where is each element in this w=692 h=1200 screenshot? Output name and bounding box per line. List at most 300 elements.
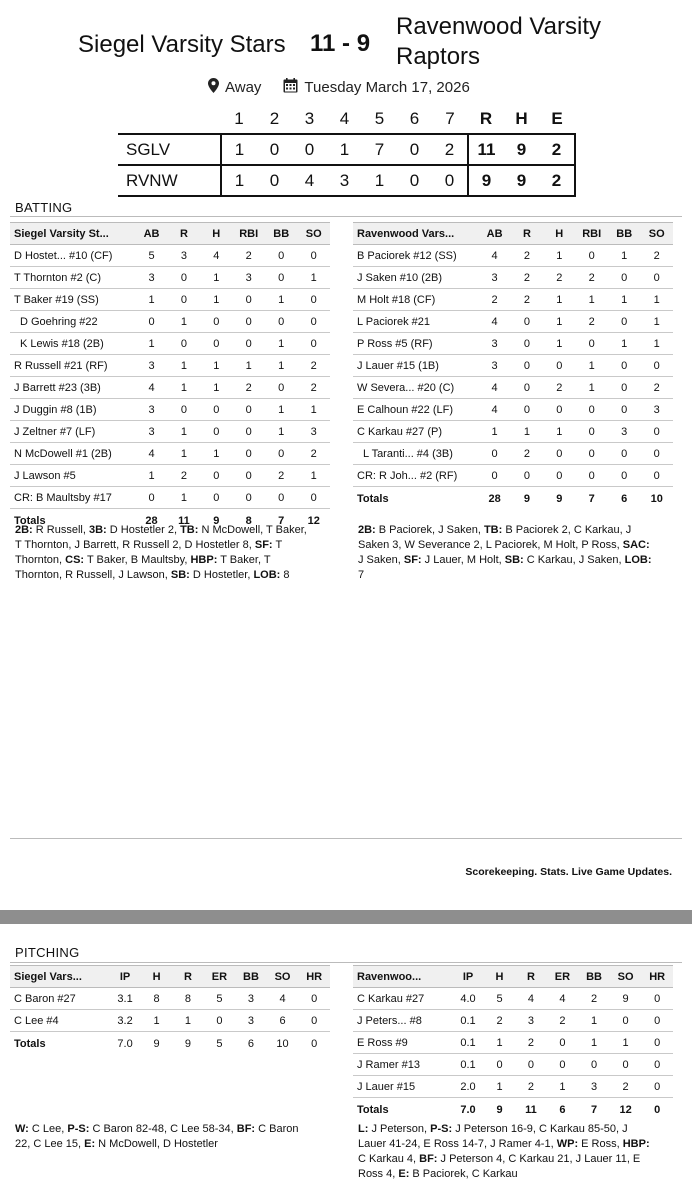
stat-cell: 0	[232, 311, 265, 333]
note-label: LOB:	[253, 569, 281, 581]
stat-cell: 2	[511, 289, 543, 311]
table-header-row	[353, 966, 673, 988]
note-label: TB:	[483, 524, 503, 536]
stat-cell: 0	[575, 245, 608, 267]
note-label: L:	[358, 1123, 369, 1135]
stat-cell: 1	[543, 289, 575, 311]
game-score: 11 - 9	[310, 30, 371, 57]
stat-cell: 1	[168, 443, 200, 465]
table-row	[10, 289, 330, 311]
table-row	[353, 311, 673, 333]
player-name: D Hostet... #10 (CF)	[10, 245, 135, 267]
note-label: CS:	[65, 554, 85, 566]
stat-cell: 1	[547, 1076, 579, 1098]
footer-tagline: Scorekeeping. Stats. Live Game Updates.	[465, 866, 672, 878]
linescore-team: RVNW	[118, 165, 221, 196]
stat-cell: 4	[200, 245, 232, 267]
note-text: D Hostetler 2,	[106, 524, 181, 536]
table-row	[10, 443, 330, 465]
table-row	[353, 267, 673, 289]
stat-cell: 2	[511, 245, 543, 267]
stat-cell: 0	[610, 1054, 642, 1076]
note-label: W:	[15, 1123, 29, 1135]
stat-cell: 0	[200, 487, 232, 509]
stat-cell: 2	[578, 988, 610, 1010]
stat-cell: 1	[297, 465, 330, 487]
location-label: Away	[225, 79, 262, 96]
player-name: J Ramer #13	[353, 1054, 452, 1076]
note-text: C Lee,	[28, 1123, 68, 1135]
game-meta	[208, 78, 470, 97]
stat-cell: 0	[515, 1054, 546, 1076]
note-text: B Paciorek, C Karkau	[409, 1168, 518, 1180]
totals-label: Totals	[357, 493, 389, 505]
stat-cell: 0	[232, 399, 265, 421]
totals-cell: 9	[496, 1104, 503, 1116]
stat-cell: 1	[265, 355, 297, 377]
totals-cell: 10	[650, 493, 663, 505]
stat-cell: 0	[232, 421, 265, 443]
player-name: T Baker #19 (SS)	[10, 289, 135, 311]
note-label: P-S:	[430, 1123, 453, 1135]
note-label: 2B:	[358, 524, 376, 536]
stat-cell: 0	[641, 1010, 673, 1032]
player-name: J Barrett #23 (3B)	[10, 377, 135, 399]
errors-label: E	[551, 108, 563, 128]
stat-cell: 0	[511, 311, 543, 333]
stat-cell: 1	[172, 1010, 203, 1032]
player-name: L Paciorek #21	[353, 311, 478, 333]
linescore-team: SGLV	[118, 134, 221, 165]
stat-cell: 9	[610, 988, 642, 1010]
stat-cell: 0	[641, 1032, 673, 1054]
note-label: BF:	[419, 1153, 438, 1165]
stat-cell: 1	[265, 289, 297, 311]
column-header: IP	[452, 966, 484, 988]
stat-cell: 4	[478, 377, 511, 399]
stat-cell: 2	[511, 267, 543, 289]
stat-cell: 0	[200, 399, 232, 421]
stat-cell: 0	[265, 245, 297, 267]
note-text: C Karkau, J Saken,	[523, 554, 625, 566]
stat-cell: 6	[267, 1010, 299, 1032]
stat-cell: 4.0	[452, 988, 484, 1010]
stat-cell: 3	[478, 333, 511, 355]
column-header: R	[168, 223, 200, 245]
table-row	[353, 1076, 673, 1098]
totals-cell: 7	[590, 1104, 598, 1116]
stat-cell: 0	[575, 333, 608, 355]
totals-label: Totals	[14, 1038, 46, 1050]
stat-cell: 1	[200, 289, 232, 311]
note-text: J Peterson 16-9, C Karkau 85-50, J Lauer 41-24, E Ross 14-7, J Ramer 4-1,	[358, 1123, 628, 1150]
note-label: LOB:	[624, 554, 652, 566]
stat-cell: 0.1	[452, 1032, 484, 1054]
player-name: N McDowell #1 (2B)	[10, 443, 135, 465]
stat-cell: 3	[235, 1010, 267, 1032]
stat-cell: 1	[200, 267, 232, 289]
stat-cell: 0	[135, 311, 167, 333]
stat-cell: 4	[478, 311, 511, 333]
column-header: SO	[297, 223, 330, 245]
note-text: D Hostetler,	[189, 569, 254, 581]
divider	[10, 962, 682, 963]
stat-cell: 1	[168, 377, 200, 399]
stat-cell: 1	[297, 399, 330, 421]
stat-cell: 1	[578, 1032, 610, 1054]
player-name: P Ross #5 (RF)	[353, 333, 478, 355]
stat-cell: 1	[575, 377, 608, 399]
totals-cell: 6	[621, 493, 628, 505]
column-header: HR	[641, 966, 673, 988]
totals-cell: 10	[276, 1038, 289, 1050]
home-team-name: Siegel Varsity Stars	[78, 31, 286, 58]
inning-label: 3	[304, 108, 315, 128]
linescore-header-row	[118, 104, 575, 134]
totals-cell: 6	[559, 1104, 566, 1116]
stat-cell: 4	[267, 988, 299, 1010]
totals-row	[353, 487, 673, 512]
stat-cell: 0	[200, 333, 232, 355]
stat-cell: 8	[172, 988, 203, 1010]
note-text: 7	[358, 569, 365, 581]
note-label: SF:	[403, 554, 422, 566]
stat-cell: 0	[297, 333, 330, 355]
column-header: RBI	[575, 223, 608, 245]
stat-cell: 0	[575, 465, 608, 487]
stat-cell: 3	[168, 245, 200, 267]
stat-cell: 0	[608, 443, 641, 465]
stat-cell: 4	[478, 245, 511, 267]
player-name: D Goehring #22	[10, 311, 135, 333]
stat-cell: 0	[297, 487, 330, 509]
stat-cell: 0	[232, 487, 265, 509]
stat-cell: 0	[204, 1010, 236, 1032]
note-text: R Russell,	[32, 524, 89, 536]
stat-cell: 5	[204, 988, 236, 1010]
column-header: ER	[204, 966, 236, 988]
column-header: IP	[109, 966, 141, 988]
player-name: B Paciorek #12 (SS)	[353, 245, 478, 267]
stat-cell: 1	[578, 1010, 610, 1032]
stat-cell: 0	[232, 289, 265, 311]
stat-cell: 1	[543, 245, 575, 267]
table-row	[353, 377, 673, 399]
divider	[10, 838, 682, 839]
stat-cell: 5	[135, 245, 167, 267]
stat-cell: 0	[543, 399, 575, 421]
column-header: H	[141, 966, 172, 988]
table-row	[10, 399, 330, 421]
stat-cell: 1	[640, 311, 673, 333]
batting-notes-home	[15, 523, 315, 583]
stat-cell: 2	[515, 1076, 546, 1098]
linescore-table	[118, 104, 576, 197]
totals-cell: 6	[247, 1038, 255, 1050]
player-name: J Lawson #5	[10, 465, 135, 487]
column-header: BB	[265, 223, 297, 245]
batting-table-home	[10, 222, 330, 533]
table-team-header: Siegel Vars...	[10, 966, 109, 988]
table-header-row	[10, 223, 330, 245]
pitching-section-title: PITCHING	[15, 945, 80, 960]
stat-cell: 0	[200, 311, 232, 333]
totals-cell: 28	[145, 515, 158, 527]
table-row	[10, 1010, 330, 1032]
totals-cell: 12	[619, 1104, 632, 1116]
linescore-row: RVNW 1 0 4 3 1 0 0 9 9 2	[118, 165, 575, 196]
stat-cell: 0	[543, 465, 575, 487]
column-header: SO	[640, 223, 673, 245]
note-label: SF:	[254, 539, 273, 551]
stat-cell: 1	[511, 421, 543, 443]
totals-cell: 9	[184, 1038, 191, 1050]
stat-cell: 0	[641, 1054, 673, 1076]
stat-cell: 0	[232, 443, 265, 465]
stat-cell: 0	[575, 443, 608, 465]
totals-cell: 7	[278, 515, 285, 527]
note-text: E Ross,	[578, 1138, 623, 1150]
stat-cell: 3.2	[109, 1010, 141, 1032]
stat-cell: 4	[478, 399, 511, 421]
note-label: 2B:	[15, 524, 33, 536]
table-row	[353, 245, 673, 267]
stat-cell: 4	[135, 377, 167, 399]
column-header: H	[484, 966, 515, 988]
totals-label: Totals	[14, 515, 46, 527]
stat-cell: 0	[265, 267, 297, 289]
totals-cell: 12	[307, 515, 320, 527]
table-row	[353, 421, 673, 443]
stat-cell: 0	[608, 267, 641, 289]
note-text: T Thornton,	[15, 539, 282, 566]
stat-cell: 1	[135, 289, 167, 311]
pitching-table-away	[353, 965, 673, 1122]
player-name: C Karkau #27 (P)	[353, 421, 478, 443]
column-header: BB	[235, 966, 267, 988]
table-team-header: Ravenwoo...	[353, 966, 452, 988]
note-text: T Baker, B Maultsby,	[84, 554, 191, 566]
player-name: C Karkau #27	[353, 988, 452, 1010]
stat-cell: 0	[511, 465, 543, 487]
player-name: C Baron #27	[10, 988, 109, 1010]
totals-cell: 11	[525, 1104, 537, 1116]
table-row	[353, 1054, 673, 1076]
stat-cell: 2	[543, 377, 575, 399]
totals-cell: 28	[488, 493, 501, 505]
table-row	[353, 1010, 673, 1032]
note-text: N McDowell, D Hostetler	[95, 1138, 218, 1150]
table-row	[353, 333, 673, 355]
stat-cell: 0	[640, 465, 673, 487]
stat-cell: 1	[168, 421, 200, 443]
stat-cell: 0.1	[452, 1054, 484, 1076]
stat-cell: 0	[511, 399, 543, 421]
note-label: WP:	[556, 1138, 579, 1150]
stat-cell: 2	[297, 377, 330, 399]
player-name: J Saken #10 (2B)	[353, 267, 478, 289]
stat-cell: 0	[200, 421, 232, 443]
column-header: SO	[267, 966, 299, 988]
stat-cell: 0	[297, 245, 330, 267]
inning-label: 6	[409, 108, 420, 128]
column-header: R	[172, 966, 203, 988]
totals-cell: 7.0	[117, 1038, 133, 1050]
away-team-name: Ravenwood Varsity Raptors	[396, 13, 601, 70]
note-label: E:	[398, 1168, 410, 1180]
stat-cell: 1	[232, 355, 265, 377]
note-label: BF:	[236, 1123, 256, 1135]
stat-cell: 5	[484, 988, 515, 1010]
batting-section-title: BATTING	[15, 200, 73, 215]
stat-cell: 0	[265, 311, 297, 333]
stat-cell: 1	[168, 311, 200, 333]
table-row	[10, 267, 330, 289]
divider	[10, 216, 682, 217]
stat-cell: 3.1	[109, 988, 141, 1010]
stat-cell: 0	[478, 443, 511, 465]
table-row	[353, 399, 673, 421]
stat-cell: 0	[547, 1054, 579, 1076]
stat-cell: 2	[640, 245, 673, 267]
totals-cell: 11	[178, 515, 190, 527]
note-text: B Paciorek, J Saken,	[375, 524, 484, 536]
stat-cell: 1	[200, 443, 232, 465]
note-label: SB:	[170, 569, 190, 581]
player-name: T Thornton #2 (C)	[10, 267, 135, 289]
note-label: TB:	[180, 524, 199, 536]
stat-cell: 2	[484, 1010, 515, 1032]
stat-cell: 3	[478, 355, 511, 377]
note-text: T Baker, T Thornton, R Russell, J Lawson,	[15, 554, 271, 581]
stat-cell: 2	[610, 1076, 642, 1098]
stat-cell: 0	[265, 443, 297, 465]
stat-cell: 0	[608, 465, 641, 487]
note-text: J Saken,	[358, 554, 404, 566]
stat-cell: 2	[232, 245, 265, 267]
stat-cell: 1	[608, 245, 641, 267]
stat-cell: 1	[265, 399, 297, 421]
stat-cell: 3	[135, 421, 167, 443]
table-row	[10, 245, 330, 267]
player-name: E Ross #9	[353, 1032, 452, 1054]
stat-cell: 1	[543, 421, 575, 443]
player-name: M Holt #18 (CF)	[353, 289, 478, 311]
note-label: SB:	[504, 554, 524, 566]
table-row	[353, 465, 673, 487]
table-row	[353, 988, 673, 1010]
player-name: CR: R Joh... #2 (RF)	[353, 465, 478, 487]
stat-cell: 1	[484, 1076, 515, 1098]
stat-cell: 1	[575, 355, 608, 377]
table-row	[10, 465, 330, 487]
totals-cell: 0	[654, 1104, 661, 1116]
stat-cell: 2.0	[452, 1076, 484, 1098]
stat-cell: 0	[200, 465, 232, 487]
stat-cell: 3	[297, 421, 330, 443]
column-header: HR	[298, 966, 330, 988]
table-row	[353, 1032, 673, 1054]
note-text: J Lauer, M Holt,	[421, 554, 505, 566]
note-text: C Baron 82-48, C Lee 58-34,	[89, 1123, 237, 1135]
note-label: HBP:	[622, 1138, 650, 1150]
player-name: K Lewis #18 (2B)	[10, 333, 135, 355]
stat-cell: 2	[575, 267, 608, 289]
totals-cell: 0	[311, 1038, 318, 1050]
stat-cell: 0	[168, 333, 200, 355]
stat-cell: 0	[640, 267, 673, 289]
table-row	[353, 355, 673, 377]
table-row	[10, 421, 330, 443]
stat-cell: 2	[168, 465, 200, 487]
stat-cell: 1	[200, 355, 232, 377]
pitching-notes-home	[15, 1122, 305, 1152]
table-row	[10, 355, 330, 377]
stat-cell: 0.1	[452, 1010, 484, 1032]
stat-cell: 3	[235, 988, 267, 1010]
stat-cell: 0	[511, 333, 543, 355]
player-name: E Calhoun #22 (LF)	[353, 399, 478, 421]
stat-cell: 0	[484, 1054, 515, 1076]
batting-table-away	[353, 222, 673, 511]
stat-cell: 3	[515, 1010, 546, 1032]
stat-cell: 1	[484, 1032, 515, 1054]
column-header: H	[200, 223, 232, 245]
stat-cell: 3	[135, 355, 167, 377]
stat-cell: 0	[297, 311, 330, 333]
totals-cell: 7	[588, 493, 595, 505]
stat-cell: 4	[515, 988, 546, 1010]
column-header: RBI	[232, 223, 265, 245]
stat-cell: 0	[608, 399, 641, 421]
totals-cell: 9	[213, 515, 220, 527]
stat-cell: 0	[547, 1032, 579, 1054]
stat-cell: 0	[478, 465, 511, 487]
player-name: CR: B Maultsby #17	[10, 487, 135, 509]
totals-cell: 9	[556, 493, 563, 505]
stat-cell: 0	[608, 355, 641, 377]
stat-cell: 2	[547, 1010, 579, 1032]
table-header-row	[10, 966, 330, 988]
stat-cell: 0	[265, 377, 297, 399]
stat-cell: 0	[608, 311, 641, 333]
stat-cell: 0	[610, 1010, 642, 1032]
stat-cell: 0	[640, 443, 673, 465]
stat-cell: 0	[232, 465, 265, 487]
stat-cell: 1	[608, 289, 641, 311]
stat-cell: 3	[232, 267, 265, 289]
stat-cell: 1	[265, 421, 297, 443]
stat-cell: 1	[640, 289, 673, 311]
stat-cell: 0	[578, 1054, 610, 1076]
column-header: R	[511, 223, 543, 245]
column-header: BB	[578, 966, 610, 988]
note-text: 8	[280, 569, 290, 581]
column-header: SO	[610, 966, 642, 988]
player-name: J Lauer #15 (1B)	[353, 355, 478, 377]
stat-cell: 1	[640, 333, 673, 355]
location-pin-icon	[208, 78, 219, 97]
inning-label: 5	[374, 108, 385, 128]
stat-cell: 1	[543, 311, 575, 333]
stat-cell: 0	[543, 443, 575, 465]
stat-cell: 0	[168, 289, 200, 311]
stat-cell: 0	[575, 421, 608, 443]
table-team-header: Ravenwood Vars...	[353, 223, 478, 245]
totals-cell: 5	[216, 1038, 223, 1050]
stat-cell: 0	[135, 487, 167, 509]
player-name: W Severa... #20 (C)	[353, 377, 478, 399]
